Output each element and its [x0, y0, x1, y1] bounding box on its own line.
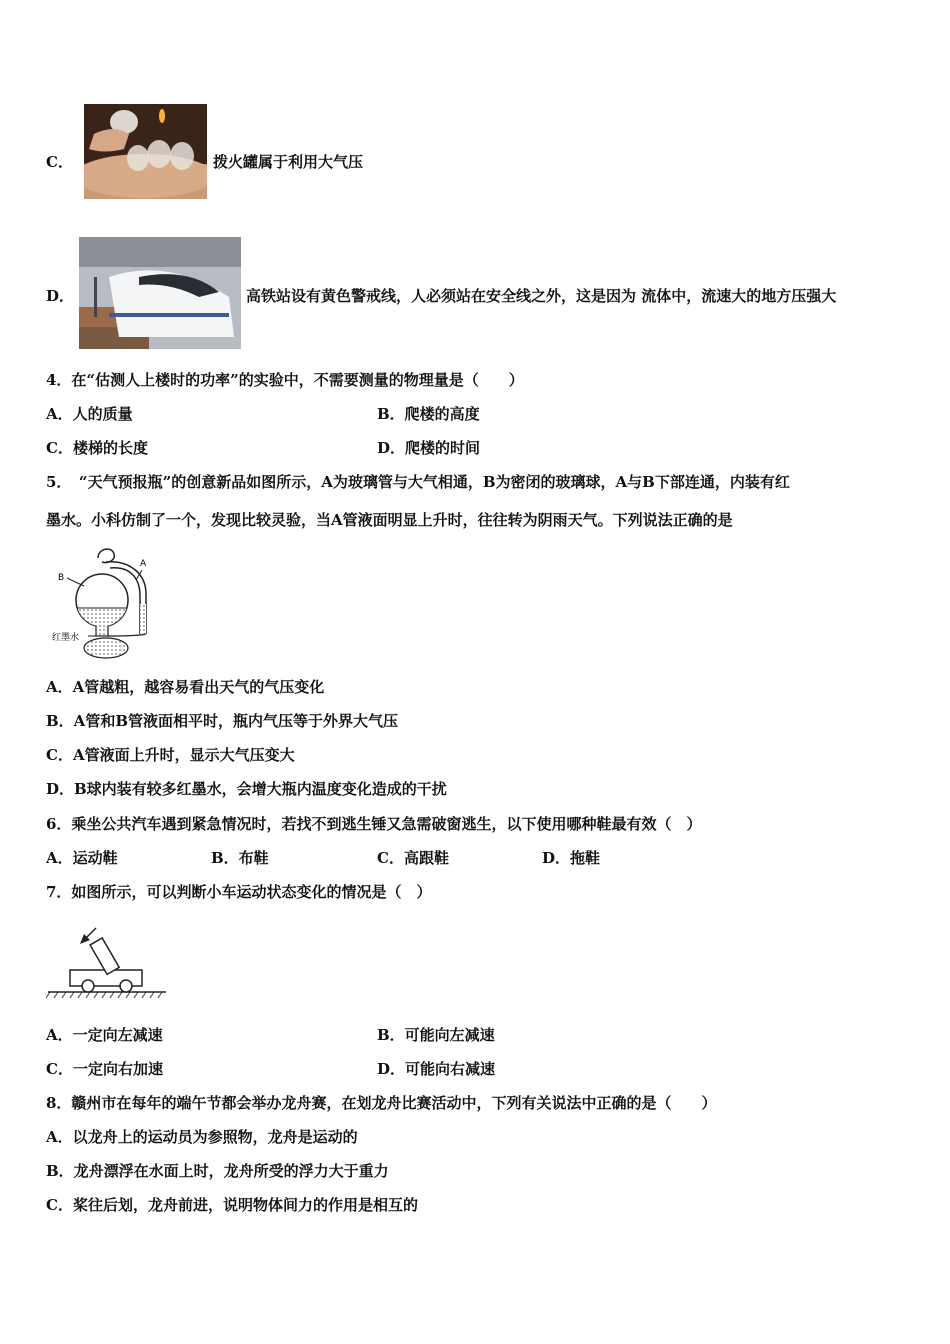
q4-option-b: B．爬楼的高度: [377, 405, 480, 423]
q6-option-d: D．拖鞋: [542, 849, 601, 867]
figure-label-b: B: [58, 573, 65, 583]
q5-stem-line1: 5． “天气预报瓶”的创意新品如图所示，A为玻璃管与大气相通，B为密闭的玻璃球，A与B下部连通，内装有红: [46, 473, 790, 491]
cupping-photo: [84, 104, 207, 199]
q3-option-d-text: 高铁站设有黄色警戒线，人必须站在安全线之外，这是因为 流体中，流速大的地方压强大: [246, 287, 837, 305]
q6-option-c: C．高跟鞋: [377, 849, 449, 867]
q6-option-b: B．布鞋: [211, 849, 269, 867]
q6-option-a: A．运动鞋: [46, 849, 118, 867]
q5-option-d: D．B球内装有较多红墨水，会增大瓶内温度变化造成的干扰: [46, 780, 447, 798]
q7-option-d: D．可能向右减速: [377, 1060, 496, 1078]
q8-option-b: B．龙舟漂浮在水面上时，龙舟所受的浮力大于重力: [46, 1162, 389, 1180]
q3-option-c-text: 拨火罐属于利用大气压: [213, 153, 364, 171]
q8-stem: 8．赣州市在每年的端午节都会举办龙舟赛，在划龙舟比赛活动中，下列有关说法中正确的是（ ）: [46, 1094, 717, 1112]
q7-option-a: A．一定向左减速: [46, 1026, 163, 1044]
q4-option-d: D．爬楼的时间: [377, 439, 481, 457]
q4-option-a: A．人的质量: [46, 405, 133, 423]
figure-label-a: A: [140, 559, 147, 569]
q7-option-b: B．可能向左减速: [377, 1026, 495, 1044]
q5-option-b: B．A管和B管液面相平时，瓶内气压等于外界大气压: [46, 712, 398, 730]
figure-label-ink: 红墨水: [52, 633, 80, 643]
high-speed-train-photo: [79, 237, 241, 349]
q5-option-a: A．A管越粗，越容易看出天气的气压变化: [46, 678, 325, 696]
q6-stem: 6．乘坐公共汽车遇到紧急情况时，若找不到逃生锤又急需破窗逃生，以下使用哪种鞋最有效（ ）: [46, 815, 702, 833]
q4-option-c: C．楼梯的长度: [46, 439, 148, 457]
q8-option-c: C．桨往后划，龙舟前进，说明物体间力的作用是相互的: [46, 1196, 418, 1214]
q5-option-c: C．A管液面上升时，显示大气压变大: [46, 746, 295, 764]
q3-option-d-label: D．: [46, 287, 75, 305]
q8-option-a: A．以龙舟上的运动员为参照物，龙舟是运动的: [46, 1128, 358, 1146]
weather-bottle-figure: [50, 544, 160, 662]
cart-figure: [46, 920, 170, 1002]
q3-option-c-label: C．: [46, 153, 73, 171]
q7-option-c: C．一定向右加速: [46, 1060, 163, 1078]
q4-stem: 4．在“估测人上楼时的功率”的实验中，不需要测量的物理量是（ ）: [46, 371, 524, 389]
q7-stem: 7．如图所示，可以判断小车运动状态变化的情况是（ ）: [46, 883, 432, 901]
q5-stem-line2: 墨水。小科仿制了一个，发现比较灵验，当A管液面明显上升时，往往转为阴雨天气。下列说法正确的是: [46, 511, 733, 529]
